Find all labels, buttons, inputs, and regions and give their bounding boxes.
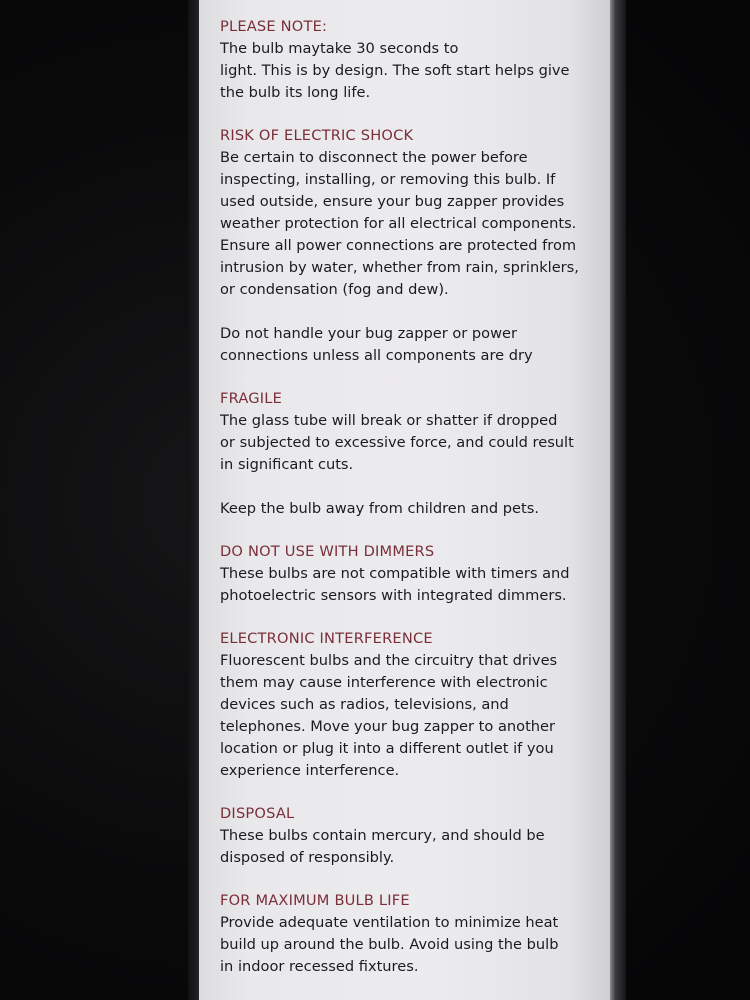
section-please-note: [220, 16, 603, 104]
paragraph: [220, 38, 603, 104]
section-do-not-use-with-dimmers: [220, 541, 603, 607]
text-line: Be certain to disconnect the power before: [220, 149, 528, 166]
text-line: or condensation (fog and dew).: [220, 281, 449, 298]
text-line: them may cause interference with electronic: [220, 674, 548, 691]
text-line: experience interference.: [220, 762, 400, 779]
text-line: devices such as radios, televisions, and: [220, 696, 509, 713]
text-line: The bulb maytake 30 seconds to: [220, 40, 459, 57]
text-line: in significant cuts.: [220, 456, 354, 473]
section-for-maximum-bulb-life: [220, 890, 603, 978]
paragraph: [220, 410, 603, 476]
text-line: Provide adequate ventilation to minimize heat: [220, 914, 559, 931]
section-disposal: [220, 803, 603, 869]
paragraph: [220, 825, 603, 869]
text-line: or subjected to excessive force, and could result: [220, 434, 574, 451]
text-line: These bulbs contain mercury, and should be: [220, 827, 545, 844]
text-line: in indoor recessed fixtures.: [220, 958, 419, 975]
paragraph: [220, 650, 603, 782]
section-heading: ELECTRONIC INTERFERENCE: [220, 630, 433, 647]
text-line: Ensure all power connections are protected from: [220, 237, 577, 254]
section-heading: DO NOT USE WITH DIMMERS: [220, 543, 435, 560]
section-heading: FOR MAXIMUM BULB LIFE: [220, 892, 410, 909]
text-line: build up around the bulb. Avoid using the bulb: [220, 936, 559, 953]
paragraph: [220, 498, 603, 520]
section-electronic-interference: [220, 628, 603, 782]
paragraph: [220, 563, 603, 607]
section-heading: PLEASE NOTE:: [220, 18, 328, 35]
text-line: disposed of responsibly.: [220, 849, 395, 866]
text-line: light. This is by design. The soft start helps give: [220, 62, 570, 79]
text-line: connections unless all components are dry: [220, 347, 533, 364]
text-line: telephones. Move your bug zapper to another: [220, 718, 556, 735]
section-fragile: [220, 388, 603, 520]
text-line: Fluorescent bulbs and the circuitry that drives: [220, 652, 558, 669]
text-line: weather protection for all electrical components.: [220, 215, 577, 232]
text-line: photoelectric sensors with integrated dimmers.: [220, 587, 567, 604]
section-heading: DISPOSAL: [220, 805, 295, 822]
section-heading: FRAGILE: [220, 390, 283, 407]
text-line: inspecting, installing, or removing this bulb. If: [220, 171, 556, 188]
text-line: Keep the bulb away from children and pets.: [220, 500, 539, 517]
text-line: the bulb its long life.: [220, 84, 371, 101]
section-heading: RISK OF ELECTRIC SHOCK: [220, 127, 414, 144]
box-right-edge: [610, 0, 626, 1000]
paragraph: [220, 912, 603, 978]
text-line: intrusion by water, whether from rain, sprinklers,: [220, 259, 579, 276]
paragraph: [220, 147, 603, 301]
text-line: These bulbs are not compatible with timers and: [220, 565, 570, 582]
text-line: used outside, ensure your bug zapper provides: [220, 193, 565, 210]
text-line: Do not handle your bug zapper or power: [220, 325, 518, 342]
section-risk-of-electric-shock: [220, 125, 603, 367]
text-line: The glass tube will break or shatter if dropped: [220, 412, 558, 429]
paragraph: [220, 323, 603, 367]
warning-label-card: [199, 0, 611, 1000]
text-line: location or plug it into a different outlet if you: [220, 740, 554, 757]
